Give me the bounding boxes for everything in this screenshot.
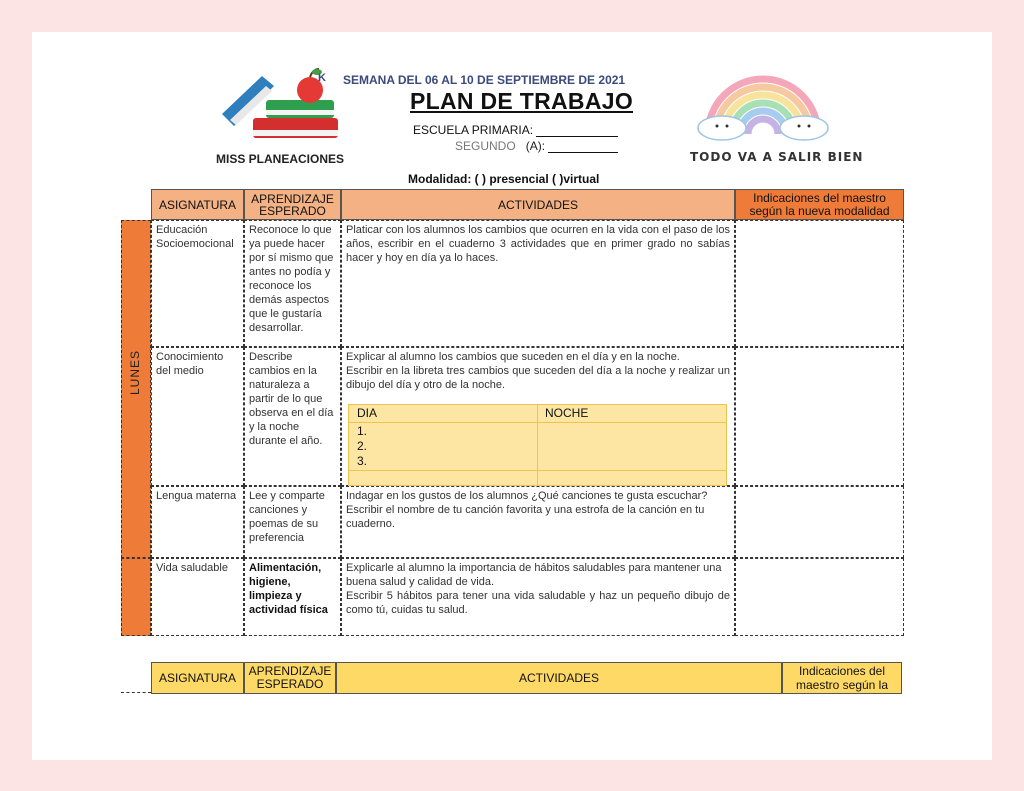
row4-subject: Vida saludable [151,558,244,636]
header-subject: ASIGNATURA [151,189,244,220]
books-apple-icon [218,66,348,150]
row3-activities-2: Escribir el nombre de tu canción favorita y una estrofa de la canción en tu cuaderno. [346,504,705,530]
header-learning: APRENDIZAJE ESPERADO [244,189,341,220]
row4-learning: Alimentación, higiene, limpieza y actividad física [244,558,341,636]
rainbow-icon [692,62,834,144]
row4-activities-2: Escribir 5 hábitos para tener una vida saludable y haz un pequeño dibujo de como tú, cuidas tu salud. [346,590,730,616]
school-label: ESCUELA PRIMARIA: [413,123,534,137]
grade-label: SEGUNDO [455,139,516,153]
item-1: 1. [357,424,368,438]
row3-subject: Lengua materna [151,486,244,558]
week-range: SEMANA DEL 06 AL 10 DE SEPTIEMBRE DE 2021 [343,73,626,87]
header-activities: ACTIVIDADES [341,189,735,220]
row3-learning: Lee y comparte canciones y poemas de su preferencia [244,486,341,558]
row2-activities-2: Escribir en la libreta tres cambios que suceden del día a la noche y realizar un dibujo del día y otro de la noche. [346,365,730,391]
day-night-table [348,404,727,486]
table2-header-learning: APRENDIZAJE ESPERADO [244,662,336,694]
row2-activities-1: Explicar al alumno los cambios que suceden en el día y en la noche. [346,351,680,363]
day-band-lower [121,558,151,636]
item-3: 3. [357,454,368,468]
day-label: LUNES [128,349,142,395]
row4-teacher [735,558,904,636]
motto: TODO VA A SALIR BIEN [690,150,864,164]
row1-activities: Platicar con los alumnos los cambios que ocurren en la vida con el paso de los años, escribir en el cuaderno 3 actividades que en primer grado no sabías hacer y hoy en día ya lo haces. [341,220,735,347]
day-column-header: DIA [357,406,378,420]
item-2: 2. [357,439,368,453]
table2-header-subject: ASIGNATURA [151,662,244,694]
row3-teacher [735,486,904,558]
row3-activities [341,486,735,558]
row1-subject: Educación Socioemocional [151,220,244,347]
section-label: (A): [525,139,546,153]
row2-learning: Describe cambios en la naturaleza a partir de lo que observa en el día y la noche durante el año. [244,347,341,486]
header-mark: K [318,72,326,84]
section-line [548,142,618,153]
header-teacher: Indicaciones del maestro según la nueva modalidad [735,189,904,220]
row3-activities-1: Indagar en los gustos de los alumnos ¿Qué canciones te gusta escuchar? [346,490,708,502]
row4-activities-1: Explicarle al alumno la importancia de hábitos saludables para mantener una buena salud y calidad de vida. [346,562,722,588]
row2-subject: Conocimiento del medio [151,347,244,486]
school-line [536,126,618,137]
page-title: PLAN DE TRABAJO [410,88,634,114]
modality-line: Modalidad: ( ) presencial ( )virtual [408,172,600,186]
row1-teacher [735,220,904,347]
grade-field [455,139,618,153]
table2-header-activities: ACTIVIDADES [336,662,782,694]
school-field [413,123,618,137]
row2-teacher [735,347,904,486]
row1-learning: Reconoce lo que ya puede hacer por sí mismo que antes no podía y reconoce los demás aspectos que le gustaría desarrollar. [244,220,341,347]
table2-header-teacher: Indicaciones del maestro según la [782,662,902,694]
brand-name: MISS PLANEACIONES [216,152,345,166]
row4-activities [341,558,735,636]
night-column-header: NOCHE [545,406,589,420]
table2-left-stub [121,692,151,693]
